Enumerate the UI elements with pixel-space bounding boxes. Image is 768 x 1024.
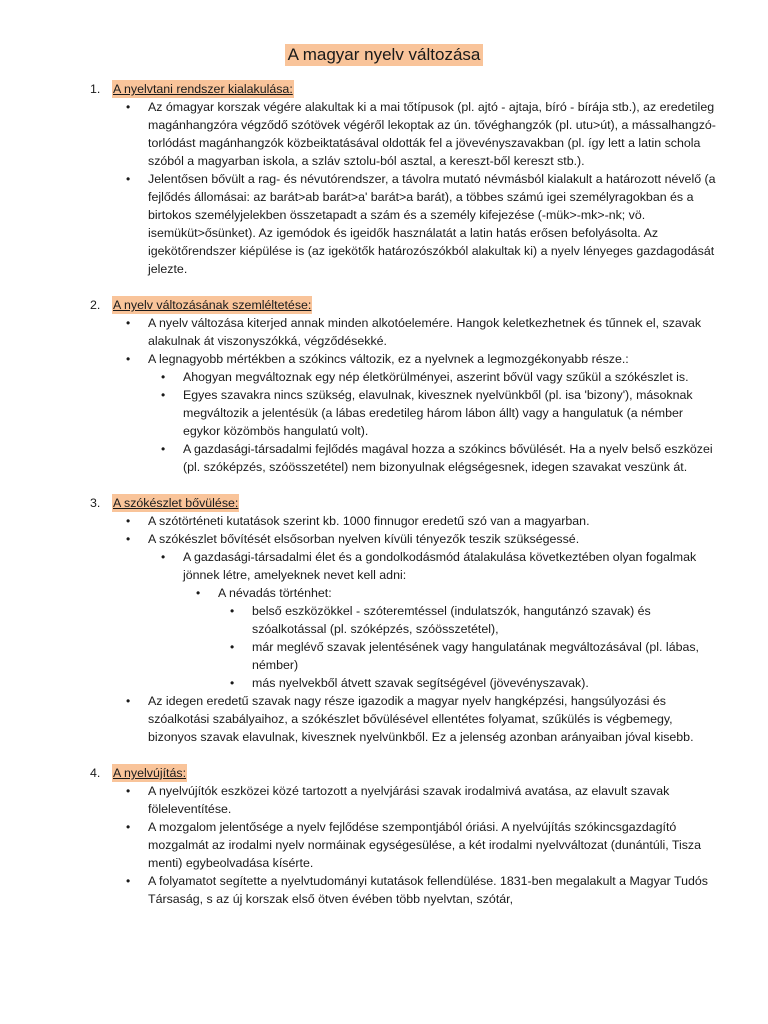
list-item (0, 512, 768, 530)
list-item-text: • Jelentősen bővült a rag- és névutórendszer, a távolra mutató névmásból kialakult a határozott névelő (a fejlődés állomásai: az barát>ab barát>a' barát>a barát), a többes számú igei személyragokban és a birtokos személyjelekben összetapadt a szám és a személy kifejezése (-mük>-mk>-nk; vö. isemüküt>ősünket). Az igemódok és igeidők használatát a latin hatás erősen befolyásolta. Az igekötőrendszer kiépülése is (az igekötők határozószókból alakultak ki) a nyelv lényeges gazdagodását jelezte. (148, 172, 716, 276)
section (0, 764, 768, 908)
section-number: 1. (90, 82, 101, 96)
section-title: A szókészlet bővülése: (113, 496, 239, 510)
section-number: 2. (90, 298, 101, 312)
document-body (0, 80, 768, 926)
list-item-text: • A szótörténeti kutatások szerint kb. 1000 finnugor eredetű szó van a magyarban. (148, 514, 590, 528)
list-item (0, 350, 768, 368)
list-item (0, 692, 768, 746)
bullet-list (0, 512, 768, 746)
list-item-text: • A gazdasági-társadalmi élet és a gondolkodásmód átalakulása következtében olyan fogalmak jönnek létre, amelyeknek nevet kell adni: (183, 550, 697, 582)
list-item-text: • Egyes szavakra nincs szükség, elavulnak, kivesznek nyelvünkből (pl. isa 'bizony'), másoknak megváltozik a jelentésük (a lábas eredetileg három lábon állt) vagy a hangulatuk (a némber egykor közömbös hangulatú volt). (183, 388, 693, 438)
list-item (0, 818, 768, 872)
bullet-list (0, 314, 768, 476)
title-container (0, 44, 768, 66)
section-title: A nyelvújítás: (113, 766, 187, 780)
list-item-text: • A legnagyobb mértékben a szókincs változik, ez a nyelvnek a legmozgékonyabb része.: (148, 352, 629, 366)
section-title: A nyelvtani rendszer kialakulása: (113, 82, 293, 96)
list-item (0, 674, 768, 692)
list-item-text: • A mozgalom jelentősége a nyelv fejlődése szempontjából óriási. A nyelvújítás szókincsgazdagító mozgalmát az irodalmi nyelv normáinak egységesülése, a két irodalmi nyelvváltozat (dunántúli, Tisza menti) egybeolvadása kísérte. (148, 820, 702, 870)
list-item (0, 314, 768, 350)
list-item (0, 440, 768, 476)
section-heading (0, 80, 768, 98)
list-item-text: • A szókészlet bővítését elsősorban nyelven kívüli tényezők teszik szükségessé. (148, 532, 580, 546)
list-item (0, 530, 768, 548)
bullet-list (0, 782, 768, 908)
section-heading (0, 764, 768, 782)
section-number: 4. (90, 766, 101, 780)
bullet-list (0, 98, 768, 278)
section-title: A nyelv változásának szemléltetése: (113, 298, 312, 312)
section (0, 494, 768, 746)
list-item-text: • belső eszközökkel - szóteremtéssel (indulatszók, hangutánzó szavak) és szóalkotással (pl. szóképzés, szóösszetétel), (252, 604, 651, 636)
list-item-text: • már meglévő szavak jelentésének vagy hangulatának megváltozásával (pl. lábas, némber) (252, 640, 700, 672)
list-item (0, 782, 768, 818)
section (0, 80, 768, 278)
list-item (0, 170, 768, 278)
section-heading (0, 296, 768, 314)
list-item-text: • A nyelvújítók eszközei közé tartozott a nyelvjárási szavak irodalmivá avatása, az elavult szavak föleleventítése. (148, 784, 670, 816)
list-item (0, 368, 768, 386)
list-item-text: • Az ómagyar korszak végére alakultak ki a mai tőtípusok (pl. ajtó - ajtaja, bíró - bírája stb.), az eredetileg magánhangzóra végződő szótövek végéről lekoptak az ún. tővéghangzók (pl. utu>út), a mássalhangzó-torlódást magánhangzók közbeiktatásával oldották fel a jövevényszavakban (pl. így lett a latin schola szóból a magyarban iskola, a szláv sztolu-ból asztal, a kereszt-ből kereszt stb.). (148, 100, 716, 168)
list-item-text: • más nyelvekből átvett szavak segítségével (jövevényszavak). (252, 676, 589, 690)
page-title: A magyar nyelv változása (285, 44, 484, 66)
list-item-text: • Az idegen eredetű szavak nagy része igazodik a magyar nyelv hangképzési, hangsúlyozási és szóalkotási szabályaihoz, a szókészlet bővülésével ellentétes folyamat, szűkülés is végbemegy, bizonyos szavak elavulnak, kivesznek nyelvünkből. Ez a jelenség azonban arányaiban jóval kisebb. (148, 694, 694, 744)
section-heading (0, 494, 768, 512)
list-item-text: • A gazdasági-társadalmi fejlődés magával hozza a szókincs bővülését. Ha a nyelv belső eszközei (pl. szóképzés, szóösszetétel) nem bizonyulnak elégségesnek, idegen szavakat veszünk át. (183, 442, 713, 474)
list-item-text: • A nyelv változása kiterjed annak minden alkotóelemére. Hangok keletkezhetnek és tűnnek el, szavak alakulnak át viszonyszókká, végződésekké. (148, 316, 702, 348)
list-item (0, 584, 768, 602)
section (0, 296, 768, 476)
list-item-text: • A névadás történhet: (218, 586, 332, 600)
list-item (0, 602, 768, 638)
list-item (0, 386, 768, 440)
list-item-text: • Ahogyan megváltoznak egy nép életkörülményei, aszerint bővül vagy szűkül a szókészlet is. (183, 370, 689, 384)
section-number: 3. (90, 496, 101, 510)
list-item-text: • A folyamatot segítette a nyelvtudományi kutatások fellendülése. 1831-ben megalakult a Magyar Tudós Társaság, s az új korszak első ötven évében több nyelvtan, szótár, (148, 874, 708, 906)
list-item (0, 98, 768, 170)
list-item (0, 548, 768, 584)
list-item (0, 638, 768, 674)
list-item (0, 872, 768, 908)
